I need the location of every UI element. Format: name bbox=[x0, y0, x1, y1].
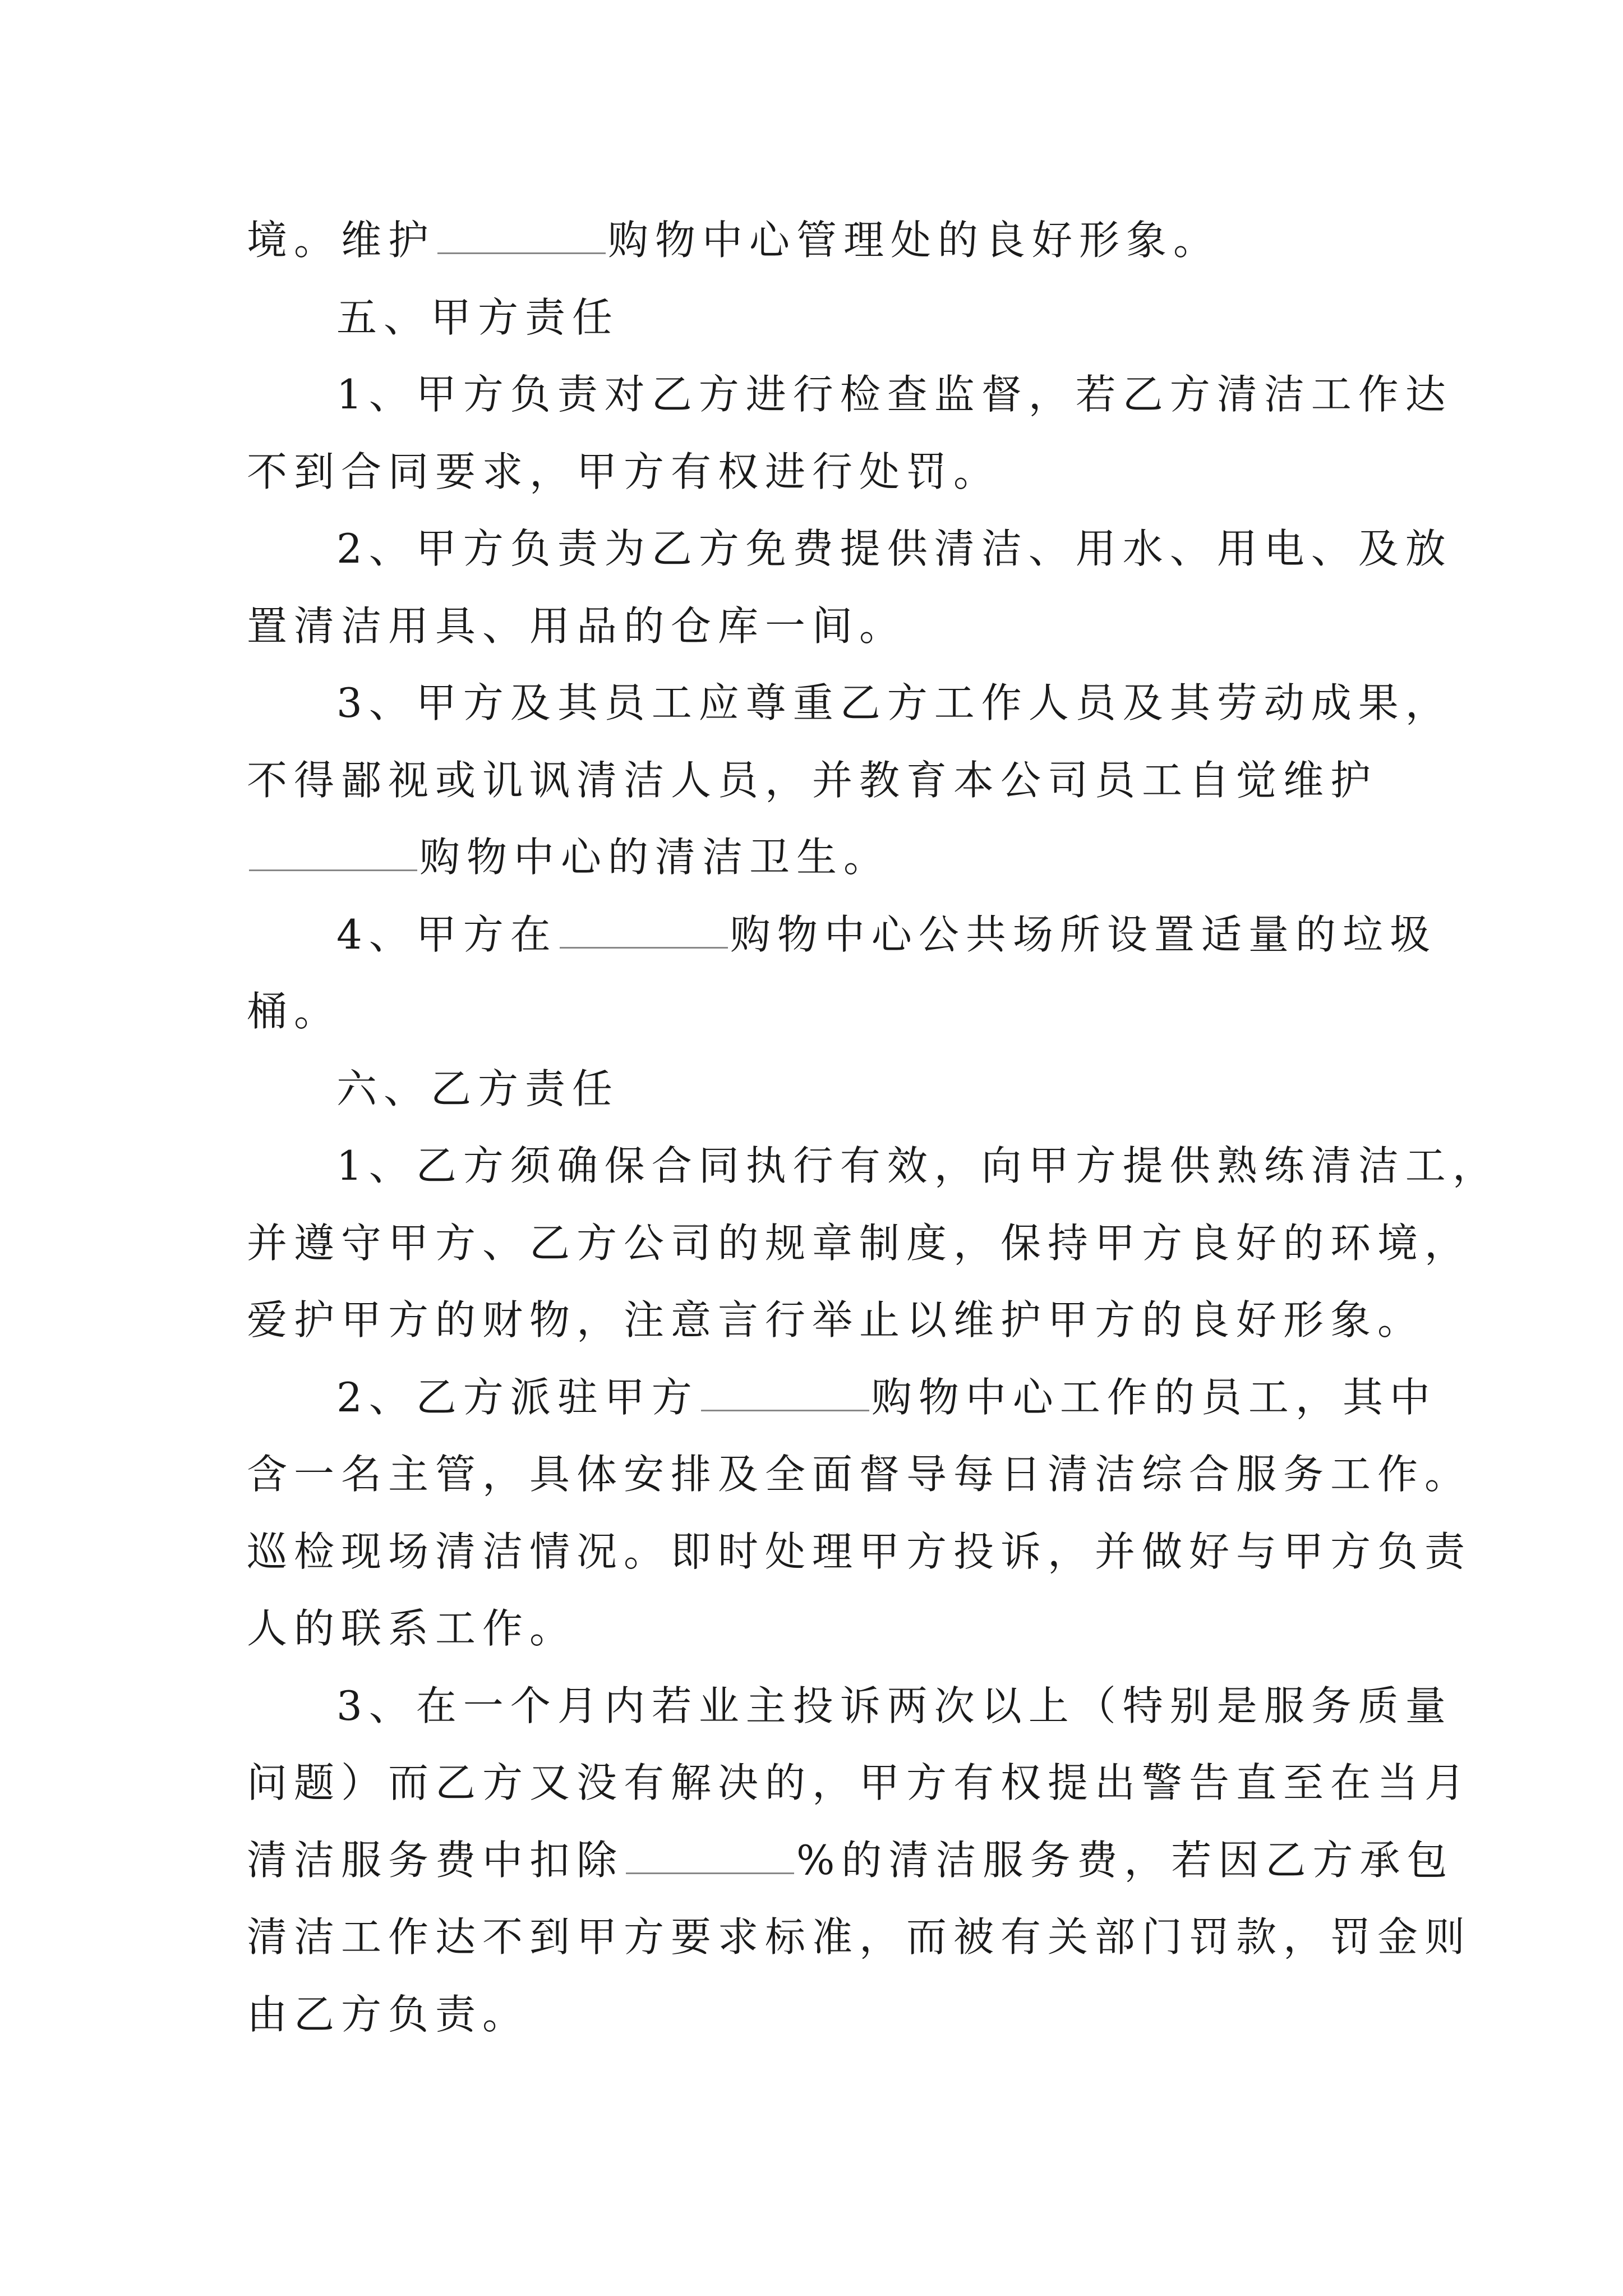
text-segment: 巡检现场清洁情况。即时处理甲方投诉，并做好与甲方负责 bbox=[247, 1527, 1472, 1575]
fill-in-blank bbox=[701, 1376, 869, 1411]
fill-in-blank bbox=[249, 836, 417, 871]
text-line bbox=[247, 356, 1453, 434]
text-segment: 爱护甲方的财物，注意言行举止以维护甲方的良好形象。 bbox=[247, 1296, 1425, 1343]
text-segment: 清洁服务费中扣除 bbox=[247, 1836, 624, 1884]
text-line bbox=[247, 1282, 1425, 1359]
text-segment: 五、甲方责任 bbox=[336, 293, 620, 341]
text-line bbox=[247, 1668, 1453, 1745]
section-heading bbox=[247, 1051, 1391, 1128]
text-segment: 境。维护 bbox=[247, 217, 436, 264]
text-line bbox=[247, 819, 1391, 896]
text-line bbox=[247, 973, 1391, 1051]
text-line bbox=[247, 202, 1391, 279]
text-line bbox=[247, 896, 1437, 974]
text-line bbox=[247, 1513, 1472, 1591]
text-segment: 3、在一个月内若业主投诉两次以上（特别是服务质量 bbox=[336, 1682, 1453, 1729]
text-segment: 购物中心管理处的良好形象。 bbox=[608, 217, 1221, 264]
text-line bbox=[247, 1359, 1437, 1437]
text-line bbox=[247, 1745, 1472, 1822]
text-segment: 购物中心公共场所设置适量的垃圾 bbox=[730, 910, 1437, 958]
text-line bbox=[247, 1590, 1391, 1668]
text-line bbox=[247, 510, 1453, 588]
text-segment: 1、甲方负责对乙方进行检查监督，若乙方清洁工作达 bbox=[336, 371, 1453, 418]
text-line bbox=[247, 665, 1453, 742]
text-line bbox=[247, 588, 1391, 665]
fill-in-blank bbox=[437, 219, 606, 254]
text-segment: 人的联系工作。 bbox=[247, 1605, 577, 1652]
text-segment: 3、甲方及其员工应尊重乙方工作人员及其劳动成果， bbox=[336, 679, 1453, 726]
fill-in-blank bbox=[560, 913, 728, 949]
text-segment: 置清洁用具、用品的仓库一间。 bbox=[247, 602, 907, 650]
document-body bbox=[247, 202, 1500, 2053]
text-segment: 不得鄙视或讥讽清洁人员，并教育本公司员工自觉维护 bbox=[247, 756, 1378, 804]
text-line bbox=[247, 1128, 1500, 1205]
text-segment: 不到合同要求，甲方有权进行处罚。 bbox=[247, 448, 1001, 495]
text-segment: 并遵守甲方、乙方公司的规章制度，保持甲方良好的环境， bbox=[247, 1219, 1472, 1267]
fill-in-blank bbox=[626, 1839, 794, 1874]
text-segment: 问题）而乙方又没有解决的，甲方有权提出警告直至在当月 bbox=[247, 1759, 1472, 1806]
text-segment: 六、乙方责任 bbox=[336, 1065, 620, 1112]
text-segment: 桶。 bbox=[247, 988, 342, 1035]
text-segment: 购物中心的清洁卫生。 bbox=[419, 834, 891, 881]
text-segment: 含一名主管，具体安排及全面督导每日清洁综合服务工作。 bbox=[247, 1451, 1472, 1498]
text-line bbox=[247, 1899, 1472, 1976]
text-line bbox=[247, 1822, 1454, 1899]
text-segment: %的清洁服务费，若因乙方承包 bbox=[796, 1836, 1454, 1884]
section-heading bbox=[247, 279, 1391, 357]
text-segment: 4、甲方在 bbox=[336, 910, 557, 958]
text-line bbox=[247, 1976, 1391, 2054]
text-segment: 清洁工作达不到甲方要求标准，而被有关部门罚款，罚金则 bbox=[247, 1913, 1472, 1961]
text-line bbox=[247, 434, 1391, 511]
text-segment: 1、乙方须确保合同执行有效，向甲方提供熟练清洁工， bbox=[336, 1142, 1500, 1189]
text-segment: 2、甲方负责为乙方免费提供清洁、用水、用电、及放 bbox=[336, 525, 1453, 572]
text-segment: 购物中心工作的员工，其中 bbox=[871, 1373, 1437, 1421]
text-segment: 由乙方负责。 bbox=[247, 1990, 530, 2038]
text-line bbox=[247, 742, 1391, 820]
text-segment: 2、乙方派驻甲方 bbox=[336, 1373, 699, 1421]
text-line bbox=[247, 1436, 1472, 1513]
text-line bbox=[247, 1205, 1472, 1282]
